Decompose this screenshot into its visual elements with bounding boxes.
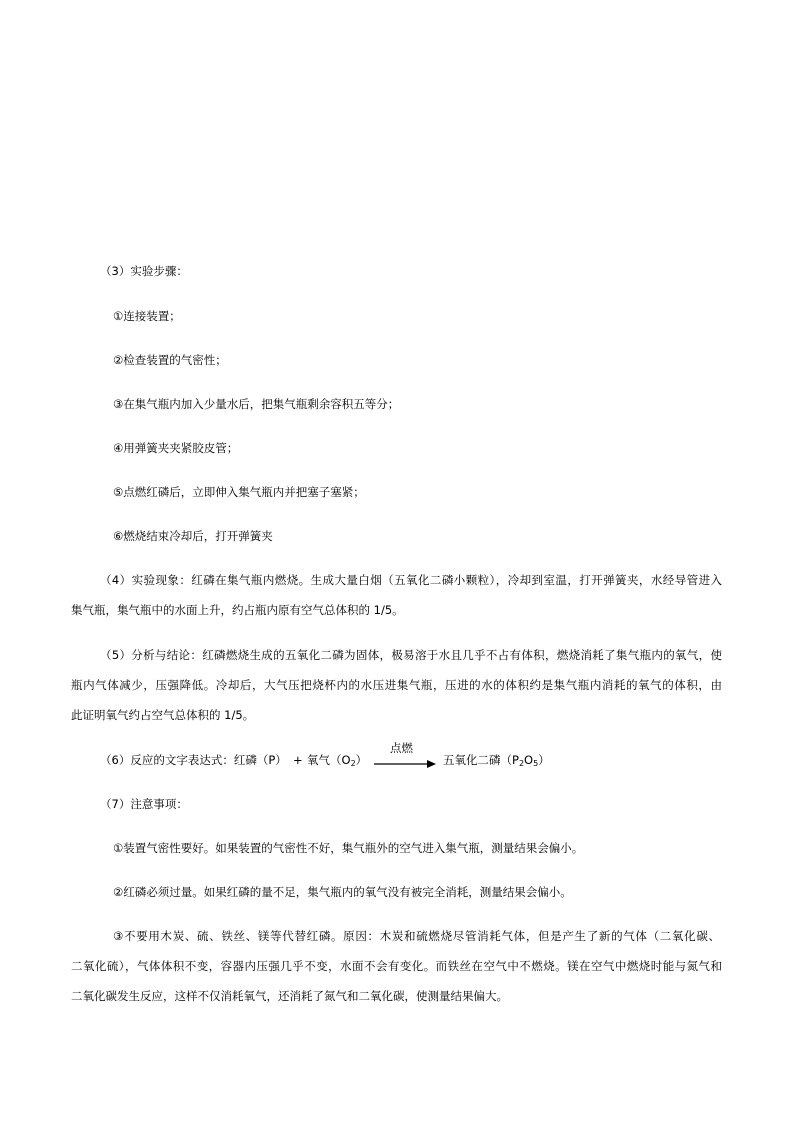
reaction-condition: 点燃	[390, 741, 413, 755]
product-close: ）	[538, 753, 550, 767]
phenomenon-line-2: 集气瓶，集气瓶中的水面上升，约占瓶内原有空气总体积的 1/5。	[71, 603, 404, 617]
equation-oxygen	[307, 752, 367, 768]
step-item-6: ⑥燃烧结束冷却后，打开弹簧夹	[113, 529, 273, 543]
word-equation	[100, 741, 620, 772]
product-subscript-2: 5	[533, 759, 539, 768]
step-item-5: ⑤点燃红磷后，立即伸入集气瓶内并把塞子塞紧；	[113, 485, 365, 499]
notes-heading: （7）注意事项：	[100, 797, 188, 811]
steps-heading: （3）实验步骤：	[100, 264, 188, 278]
note-item-3-line-2: 二氧化硫），气体体积不变，容器内压强几乎不变，水面不会有变化。而铁丝在空气中不燃烧。镁在空气中燃烧时能与氮气和	[71, 959, 722, 973]
step-item-2: ②检查装置的气密性；	[113, 353, 227, 367]
oxygen-close: ）	[355, 753, 368, 767]
note-item-3-line-3: 二氧化碳发生反应，这样不仅消耗氧气，还消耗了氮气和二氧化碳，使测量结果偏大。	[71, 989, 508, 1003]
product-name: 五氧化二磷（P	[443, 753, 519, 767]
analysis-line-1: （5）分析与结论：红磷燃烧生成的五氧化二磷为固体，极易溶于水且几乎不占有体积，燃烧消耗了集气瓶内的氧气，使	[100, 648, 722, 662]
note-item-1: ①装置气密性要好。如果装置的气密性不好，集气瓶外的空气进入集气瓶，测量结果会偏小。	[113, 841, 584, 855]
step-item-1: ①连接装置；	[113, 309, 181, 323]
note-item-2: ②红磷必须过量。如果红磷的量不足，集气瓶内的氧气没有被完全消耗，测量结果会偏小。	[113, 885, 572, 899]
product-mid: O	[524, 753, 534, 767]
analysis-line-3: 此证明氧气约占空气总体积的 1/5。	[71, 708, 255, 722]
analysis-line-2: 瓶内气体减少，压强降低。冷却后，大气压把烧杯内的水压进集气瓶，压进的水的体积约是集气瓶内消耗的氧气的体积，由	[71, 678, 722, 692]
step-item-3: ③在集气瓶内加入少量水后，把集气瓶剩余容积五等分；	[113, 397, 400, 411]
equation-label: （6）反应的文字表达式：红磷（P）	[100, 753, 287, 767]
equation-plus: +	[293, 753, 303, 767]
step-item-4: ④用弹簧夹夹紧胶皮管；	[113, 441, 239, 455]
reaction-arrow-icon	[374, 757, 436, 771]
note-item-3-line-1: ③不要用木炭、硫、铁丝、镁等代替红磷。原因：木炭和硫燃烧尽管消耗气体，但是产生了新的气体（二氧化碳、	[113, 929, 720, 943]
equation-product	[443, 752, 550, 768]
oxygen-subscript: 2	[350, 759, 356, 768]
oxygen-name: 氧气（O	[307, 753, 351, 767]
phenomenon-line-1: （4）实验现象：红磷在集气瓶内燃烧。生成大量白烟（五氧化二磷小颗粒），冷却到室温，打开弹簧夹，水经导管进入	[100, 573, 722, 587]
product-subscript-1: 2	[518, 759, 525, 768]
